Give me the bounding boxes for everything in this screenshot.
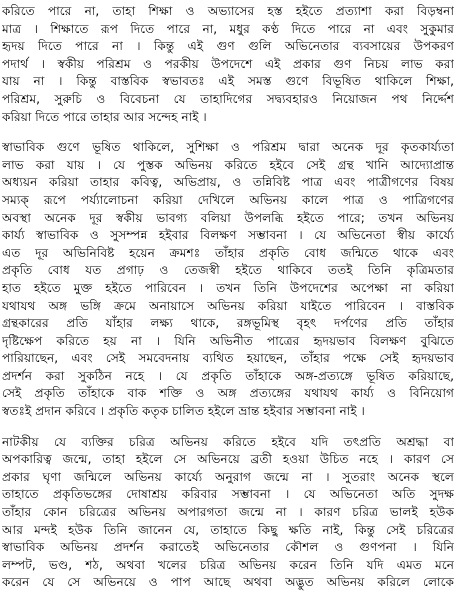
- text-line: করিতে পারে না, তাহা শিক্ষা ও অভ্যাসের হস্ত হইতে প্রত্যাশা করা বিড়ম্বনা: [2, 4, 454, 18]
- text-line: আর মন্দই হউক তিনি জানেন যে, তাহাতে কিছু ক্ষতি নাই, কিন্তু সেই চরিত্রের: [2, 522, 454, 537]
- text-line: হৃদয় দিতে পারে না । কিন্তু এই গুণ গুলি অভিনেতার ব্যবসায়ের উপকরণ: [2, 39, 454, 54]
- text-line: তাঁহার কোন চরিত্রের অভিনয় অপারগতা জন্মে না । কারণ চরিত্র ভালই হউক: [2, 505, 454, 520]
- text-line: যথাযথ অঙ্গ ভঙ্গি ক্রমে অনায়াসে অভিনয় করিয়া যাইতে পারিবেন । বাস্তবিক: [2, 298, 454, 313]
- text-line: প্রকৃতি বোধ যত প্রগাঢ় ও তেজস্বী হইতে থাকিবে ততই তিনি কৃত্রিমতার: [2, 263, 454, 278]
- text-line: প্রদর্শন করা সুকঠিন নহে । যে প্রকৃতি তাঁহাকে অঙ্গ-প্রত্যঙ্গে ভূষিত করিয়াছে,: [2, 368, 454, 383]
- text-line: গ্রন্থকারের প্রতি যাঁহার লক্ষ্য থাকে, রঙ্গভূমিস্থ বৃহৎ দর্পণের প্রতি তাঁহার: [2, 316, 454, 331]
- text-line: কার্য্য স্বাভাবিক ও সুসম্পন্ন হইবার বিলক্ষণ সম্ভাবনা । যে অভিনেতা স্বীয় কার্য্যে: [2, 228, 454, 243]
- text-line: পদার্থ । স্বকীয় পরিশ্রম ও পরকীয় উপদেশে এই প্রকার গুণ নিচয় লাভ করা: [2, 56, 454, 71]
- text-line: অধ্যয়ন করিয়া তাহার কবিত্ব, অভিপ্রায়, ও তন্নিবিষ্ট পাত্র এবং পাত্রীগণের বিষয়: [2, 175, 454, 190]
- text-line: করিয়া দিতে পারে তাহার আর সন্দেহ নাই ।: [2, 109, 207, 124]
- text-line: পারিয়াছেন, এবং সেই সমবেদনায় ব্যথিত হয়াছেন, তাঁহার পক্ষে সেই হৃদয়ভাব: [2, 351, 454, 366]
- paragraph-2: [2, 139, 454, 421]
- text-line: লাভ করা যায় । যে পুস্তক অভিনয় করিতে হইবে সেই গ্রন্থ খানি আদ্যোপ্রান্ত: [2, 157, 454, 172]
- text-line: মাত্র । শিক্ষাতে রূপ দিতে পারে না, মধুর কণ্ঠ দিতে পারে না এবং সুকুমার: [2, 21, 454, 36]
- text-line: অবস্থা অনেক দূর স্বকীয় ভাবগ্য বলিয়া উপলব্ধি হইতে পারে; তখন অভিনয়: [2, 210, 454, 225]
- text-line: নাটকীয় যে ব্যক্তির চরিত্র অভিনয় করিতে হইবে যদি তৎপ্রতি অশ্রদ্ধা বা: [2, 434, 454, 449]
- text-line: তাহাতে প্রকৃতিভঙ্গের দোষাশ্রয় করিবার সম্ভাবনা । যে অভিনেতা অতি সুদক্ষ: [2, 487, 454, 502]
- text-line: করেন যে সে অভিনয়ে ও পাপ আছে অথবা অদ্ভুত অভিনয় করিলে লোকে: [2, 575, 454, 590]
- text-line: স্বাভাবিক গুণে ভূষিত থাকিলে, সুশিক্ষা ও পরিশ্রম দ্বারা অনেক দূর কৃতকার্য্যতা: [2, 140, 454, 155]
- text-line: স্বাভাবিক অভিনয় প্রদর্শন করাতেই অভিনেতার কৌশল ও গুণপনা । যিনি: [2, 540, 454, 555]
- text-line: অপকারিত্ব জন্মে, তাহা হইলে সে অভিনয়ে ব্রতী হওয়া উচিত নহে । কারণ সে: [2, 452, 454, 467]
- text-line: দৃষ্টিক্ষেপ করিতে হয় না । যিনি অভিনীত পাত্রের হৃদয়ভাব বিলক্ষণ বুঝিতে: [2, 333, 454, 348]
- text-line: সেই প্রকৃতি তাঁহাকে বাক শক্তি ও অঙ্গ প্রত্যঙ্গের যথাযথ কার্য্য ও বিনিয়োগ: [2, 386, 454, 401]
- text-line: প্রকার ঘৃণা জন্মিলে অভিনয় কার্য্যে অনুরাগ জন্মে না । সুতরাং অনেক স্থলে: [2, 469, 454, 484]
- text-line: হাত হইতে মুক্ত হইতে পারিবেন । তখন তিনি উপদেশের অপেক্ষা না করিয়া: [2, 280, 454, 295]
- paragraph-3: [2, 434, 454, 592]
- paragraph-gap: [2, 126, 454, 139]
- text-line: সম্যক্ রূপে পর্য্যালোচনা করিয়া দেখিলে অভিনয় কালে পাত্র ও পাত্রিগণের: [2, 192, 454, 207]
- text-line: লম্পট, ভণ্ড, শঠ, অথবা খলের চরিত্র অভিনয় করেন তিনি যদি এমত মনে: [2, 557, 454, 572]
- text-line: যায় না । কিন্তু বাস্তবিক স্বভাবতঃ এই সমস্ত গুণে বিভূষিত থাকিলে শিক্ষা,: [2, 74, 454, 89]
- text-line: পরিশ্রম, সুরুচি ও বিবেচনা যে তাহাদিগের সদ্ব্যবহারও নিয়োজন পথ নির্দ্দেশ: [2, 91, 454, 106]
- paragraph-gap: [2, 421, 454, 434]
- text-line: এত দূর অভিনিবিষ্ট হয়েন ক্রমশঃ তাঁহার প্রকৃতি বোধ জন্মিতে থাকে এবং: [2, 245, 454, 260]
- paragraph-1: [2, 3, 454, 126]
- text-line: স্বতঃই প্রদান করিবে । প্রকৃতি কতৃক চালিত হইলে ভ্রান্ত হইবার সম্ভাবনা নাই ।: [2, 404, 365, 419]
